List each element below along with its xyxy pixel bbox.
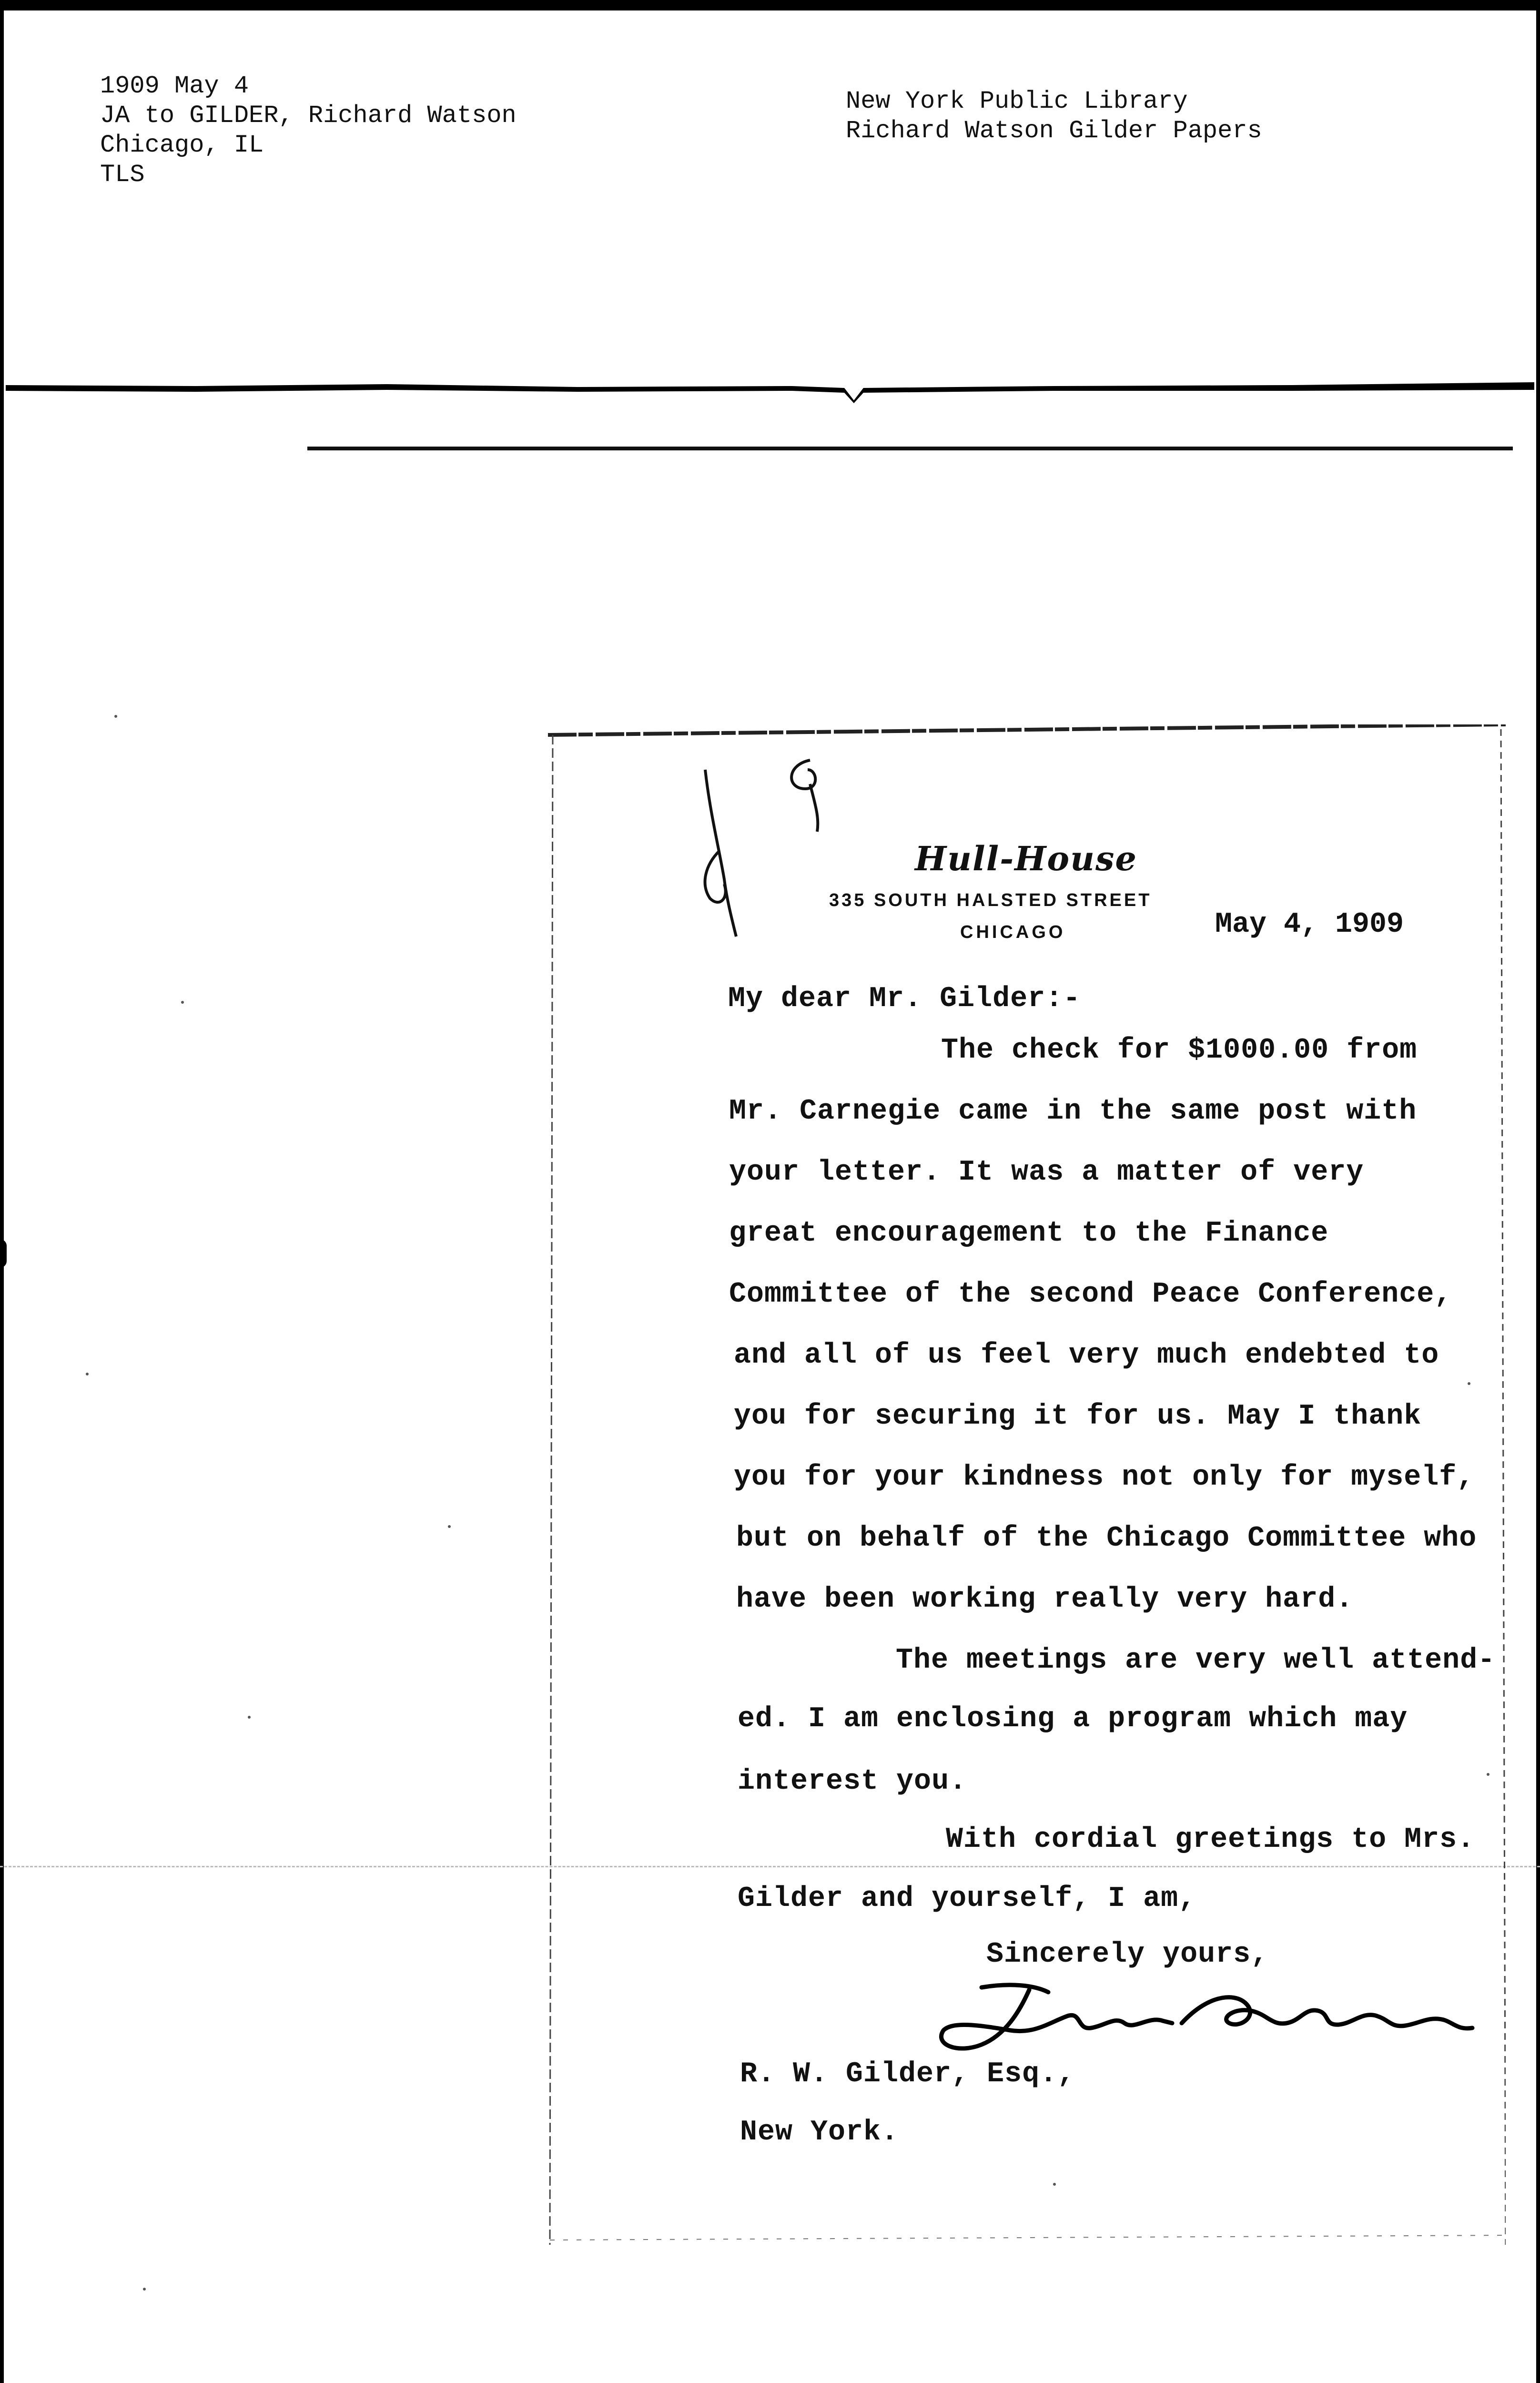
letter-salutation: My dear Mr. Gilder:- — [728, 983, 1081, 1015]
letterhead-name: Hull-House — [915, 839, 1137, 878]
letterhead-city: CHICAGO — [960, 922, 1066, 942]
catalog-repository: New York Public Library — [846, 87, 1188, 115]
catalog-collection: Richard Watson Gilder Papers — [846, 117, 1262, 145]
catalog-place: Chicago, IL — [100, 131, 264, 159]
torn-paper-edge — [6, 372, 1534, 410]
catalog-date: 1909 May 4 — [100, 72, 249, 100]
speck — [86, 1373, 89, 1375]
letter-date: May 4, 1909 — [1215, 908, 1404, 941]
paper-top-rule — [307, 447, 1513, 450]
letter-line: you for your kindness not only for myself, — [734, 1461, 1475, 1494]
letter-line: Committee of the second Peace Conference, — [729, 1278, 1452, 1311]
speck — [248, 1716, 251, 1719]
catalog-correspondence: JA to GILDER, Richard Watson — [100, 102, 517, 130]
speck — [448, 1525, 451, 1528]
letter-line: but on behalf of the Chicago Committee who — [736, 1522, 1477, 1555]
handwritten-signature — [924, 1978, 1477, 2059]
speck — [1468, 1382, 1470, 1385]
letter-line: and all of us feel very much endebted to — [734, 1339, 1439, 1372]
speck — [181, 1001, 184, 1004]
letter-line: The check for $1000.00 from — [941, 1034, 1418, 1067]
recipient-city: New York. — [740, 2116, 899, 2149]
speck — [114, 715, 117, 718]
catalog-header-right — [846, 87, 1262, 146]
letter-line: ed. I am enclosing a program which may — [738, 1703, 1408, 1735]
letter-line: interest you. — [738, 1765, 967, 1798]
letter-line: you for securing it for us. May I thank — [734, 1400, 1422, 1433]
speck — [143, 2288, 146, 2291]
speck — [1487, 1773, 1489, 1776]
pencil-annotation-mark — [691, 755, 843, 960]
letter-line: The meetings are very well attend- — [896, 1644, 1496, 1677]
recipient-name: R. W. Gilder, Esq., — [740, 2058, 1075, 2090]
binding-mark — [0, 1239, 7, 1268]
letter-line: have been working really very hard. — [736, 1583, 1354, 1616]
speck — [1053, 2183, 1056, 2186]
letter-line: Mr. Carnegie came in the same post with — [729, 1095, 1417, 1128]
letter-line: Gilder and yourself, I am, — [738, 1883, 1196, 1915]
catalog-header-left — [100, 71, 517, 190]
letter-line: With cordial greetings to Mrs. — [946, 1823, 1475, 1856]
letter-closing: Sincerely yours, — [986, 1938, 1269, 1971]
letterhead-address: 335 SOUTH HALSTED STREET — [829, 890, 1152, 910]
letter-line: great encouragement to the Finance — [729, 1217, 1329, 1250]
letter-line: your letter. It was a matter of very — [729, 1156, 1364, 1189]
catalog-type: TLS — [100, 161, 145, 189]
